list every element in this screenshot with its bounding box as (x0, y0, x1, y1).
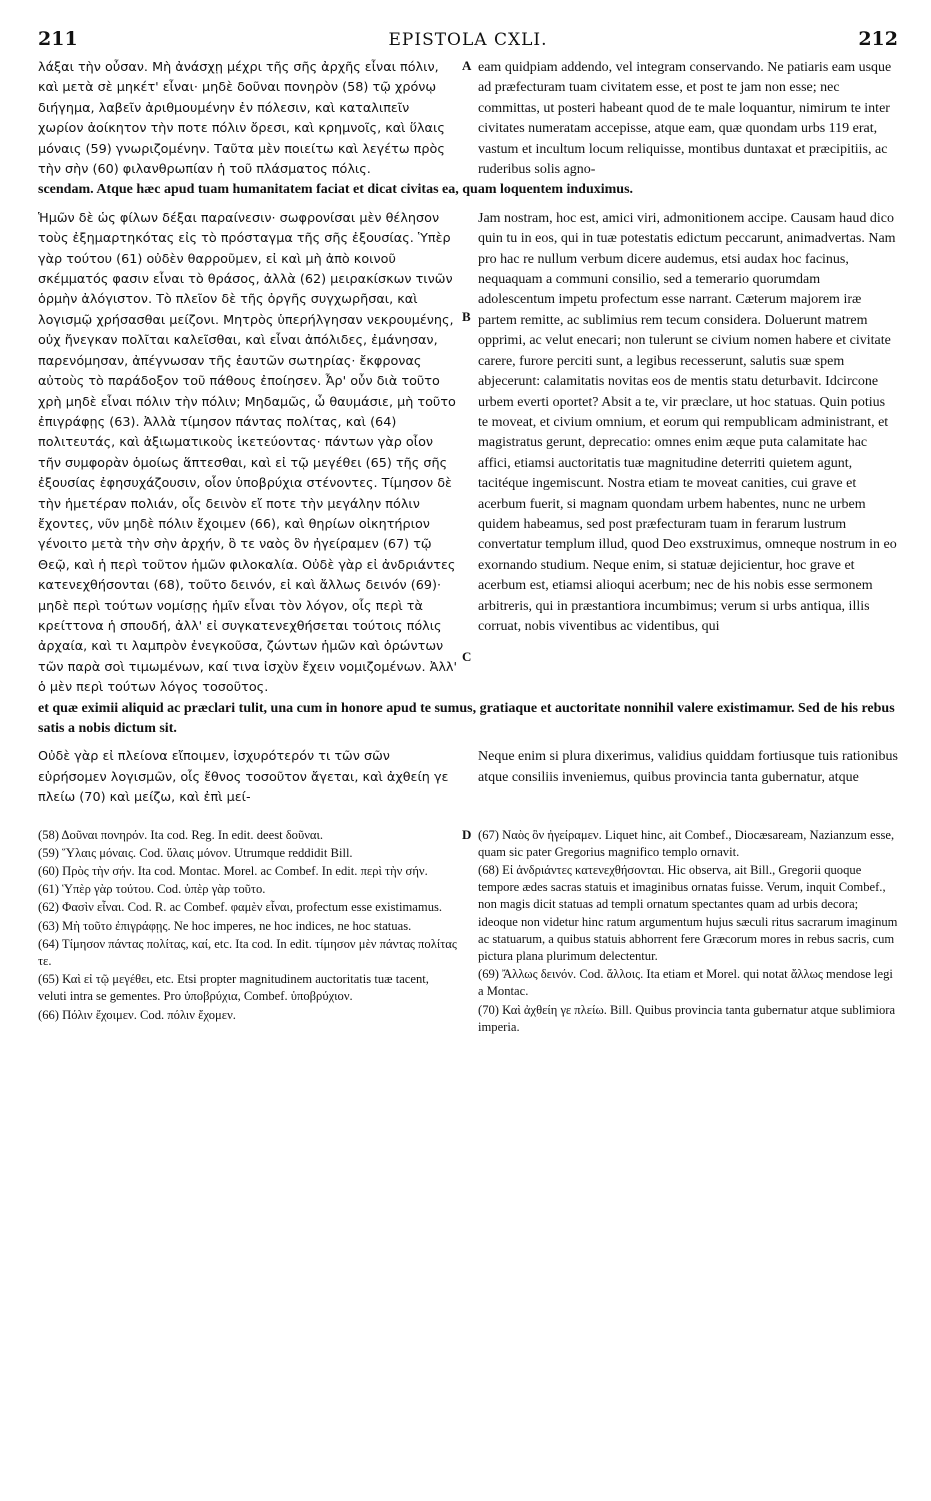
margin-marker-d: D (462, 827, 472, 843)
footnote-68: (68) Εἰ ἀνδριάντες κατενεχθήσονται. Hic observa, ait Bill., Gregorii quoque tempore ædes sacras statuis et imaginibus ornatas fuisse. Verum, inquit Combef., non magis dicit statuas ad templi ornatum spectantes quam ad urbis decora; ideoque non videtur hinc ratum argumentum hujus sæculi ritus sacrarum imaginum ac statuarum, a quibus statuis abhorrent fere Græcorum mores in rebus sacris, cum pictura plana plurimum delectentur. (478, 863, 898, 964)
footnote-70: (70) Καὶ ἀχθείη γε πλείω. Bill. Quibus provincia tanta gubernatur atque sublimiora imperia. (478, 1002, 896, 1034)
footnote-66: (66) Πόλιν ἔχοιμεν. Cod. πόλιν ἔχομεν. (38, 1007, 236, 1022)
margin-marker-c: C (462, 648, 472, 664)
running-title: EPISTOLA CXLI. (388, 30, 548, 50)
footnote-64: (64) Τίμησον πάντας πολίτας, καί, etc. Ita cod. In edit. τίμησον μὲν πάντας πολίτας τε. (38, 936, 457, 969)
footnote-59: (59) Ὕλαις μόναις. Cod. ὕλαις μόνον. Utrumque reddidit Bill. (38, 845, 353, 860)
latin-column-1: eam quidpiam addendo, vel integram conservando. Ne patiaris eam usque ad præfecturam tuam civitatem esse, et post te jam non esse; nec committas, ut posteri habeant quod de te male loquantur, nimirum te inter civitates numeratam accepisse, atque eam, quæ quondam urbs 119 erat, vastum et incultum locum reliquisse, montibus duntaxat et præcipitiis, ac ruderibus solis agno- (478, 60, 892, 178)
greek-column-2: Ἡμῶν δὲ ὡς φίλων δέξαι παραίνεσιν· σωφρονίσαι μὲν θέλησον τοὺς ἐξημαρτηκότας εἰς τὸ πρόσταγμα τῆς σῆς ἐξουσίας. Ὑπὲρ γὰρ τούτου (61) οὐδὲν θαρροῦμεν, εἰ καὶ μὴ ἀπὸ κοινοῦ σκέμματός φασιν εἶναι τὸ θράσος, ἀλλὰ (62) μειρακίσκων τινῶν ὁρμὴν ἀλόγιστον. Τὸ πλεῖον δὲ τῆς ὀργῆς συγχωρῆσαι, καὶ λογισμῷ χρήσασθαι μείζονι. Μητρὸς ὑπερήλγησαν νεκρουμένης, οὐχ ἤνεγκαν πολῖται καλεῖσθαι, καὶ εἶναι ἀπόλιδες, ἐμάνησαν, παρενόμησαν, ἀπέγνωσαν τῆς ἑαυτῶν σωτηρίας· ἔκφρονας αὐτοὺς τὸ παράδοξον τοῦ πάθους ἐποίησεν. Ἆρ' οὖν διὰ τοῦτο χρὴ μηδὲ εἶναι πόλιν τὴν πόλιν; Μηδαμῶς, ὦ θαυμάσιε, μὴ τοῦτο ἐπιγράφῃς (63). Ἀλλὰ τίμησον πάντας πολίτας, καὶ (64) πολιτευτάς, καὶ ἀξιωματικοὺς ἱκετεύοντας· πάντων γὰρ οἶον τῆν συμφορὰν ὁμοίως ἅπτεσθαι, καὶ εἰ τῷ μεγέθει (65) τῆς σῆς ἐξουσίας ἐφησυχάζουσιν, οἷον ὑποβρύχια στένοντες. Τίμησον δὲ τὴν ἡμετέραν πολιάν, οἷς δεινὸν εἴ ποτε τὴν μεγάλην πόλιν ἔχοντες, νῦν μηδὲ πόλιν ἔχοιμεν (66), καὶ θηρίων οἰκητήριον γένοιτο μετὰ τὴν σὴν ἀρχήν, ὃ τε ναὸς ὃν ἠγείραμεν (67) τῷ Θεῷ, καὶ ἡ περὶ τοῦτον ἡμῶν φιλοκαλία. Οὐδὲ γὰρ εἰ ἀνδριάντες κατενεχθήσονται (68), τοῦτο δεινόν, εἰ καὶ ἄλλως δεινόν (69)· μηδὲ περὶ τούτων νομίσῃς ἡμῖν εἶναι τὸν λόγον, οἷς περὶ τὰ κρείττονα ἡ σπουδή, ἀλλ' εἰ συγκατενεχθήσεται τούτοις πόλις ἀρχαία, καὶ τι λαμπρὸν ἐνεγκοῦσα, ζώντων ἡμῶν καὶ ὁρώντων τῶν παρὰ σοὶ τιμωμένων, καί τινα ἰσχὺν ἔχειν νομιζομένων. Ἀλλ' ὁ μὲν περὶ τούτων λόγος τοσοῦτος. (38, 210, 457, 696)
greek-column-1: λάξαι τὴν οὖσαν. Μὴ ἀνάσχῃ μέχρι τῆς σῆς ἀρχῆς εἶναι πόλιν, καὶ μετὰ σὲ μηκέτ' εἶναι· μηδὲ δοῦναι πονηρὸν (58) τῷ χρόνῳ διήγημα, λαβεῖν ἀριθμουμένην ἐν πόλεσιν, καὶ καταλιπεῖν χωρίον ἀοίκητον τὴν ποτε πόλιν ὄρεσι, καὶ κρημνοῖς, καὶ ὕλαις μόναις (59) γνωριζομένην. Ταῦτα μὲν ποιείτω καὶ λεγέτω πρὸς τὴν σὴν (60) φιλανθρωπίαν ἡ τοῦ πλάσματος πόλις. (38, 60, 445, 178)
footnote-67: (67) Ναὸς ὃν ἠγείραμεν. Liquet hinc, ait Combef., Diocæsaream, Nazianzum esse, quam sic pater Gregorius magnifico templo ornavit. (478, 827, 895, 859)
greek-column-3: Οὐδὲ γὰρ εἰ πλείονα εἴποιμεν, ἰσχυρότερόν τι τῶν σῶν εὑρήσομεν λογισμῶν, οἷς ἔθνος τοσοῦτον ἄγεται, καὶ ἀχθείη γε πλείω (70) καὶ μείζω, καὶ ἐπὶ μεί- (38, 749, 449, 806)
page-number-left: 211 (38, 28, 78, 50)
footnote-60: (60) Πρὸς τὴν σήν. Ita cod. Montac. Morel. ac Combef. In edit. περὶ τὴν σήν. (38, 864, 428, 879)
full-width-line-2: et quæ eximii aliquid ac præclari tulit, una cum in honore apud te sumus, gratiaque et auctoritate nonnihil valere existimamur. Sed de his rebus satis a nobis dictum sit. (38, 700, 895, 736)
full-width-line-1: scendam. Atque hæc apud tuam humanitatem faciat et dicat civitas ea, quam loquentem induximus. (38, 182, 634, 198)
page-header (38, 28, 898, 58)
footnote-62: (62) Φασὶν εἶναι. Cod. R. ac Combef. φαμὲν εἶναι, profectum esse existimamus. (38, 900, 443, 915)
footnotes-left (38, 827, 458, 1037)
page-number-right: 212 (858, 28, 898, 50)
footnote-65: (65) Καὶ εἰ τῷ μεγέθει, etc. Etsi propter magnitudinem auctoritatis tuæ tacent, veluti intra se gementes. Pro ὑποβρύχια, Combef. ὑποβρύχιον. (38, 972, 429, 1004)
footnote-69: (69) Ἄλλως δεινόν. Cod. ἄλλοις. Ita etiam et Morel. qui notat ἄλλως mendose legi a Montac. (478, 967, 893, 999)
footnote-63: (63) Μὴ τοῦτο ἐπιγράφῃς. Ne hoc imperes, ne hoc indices, ne hoc statuas. (38, 918, 412, 933)
latin-column-3: Neque enim si plura dixerimus, validius quiddam fortiusque tuis rationibus atque consiliis inveniemus, quibus provincia tanta gubernatur, atque (478, 749, 898, 785)
latin-column-2: Jam nostram, hoc est, amici viri, admonitionem accipe. Causam haud dico quin tu in eos, qui in tuæ potestatis edictum peccarunt, animadvertas. Nam pro hac re nullum verbum dicere audemus, etsi audax hoc facinus, nequaquam a communi consilio, sed a temerario quorumdam adolescentum impetu profectum esse narrant. Cæterum majorem iræ partem remitte, ac sublimius rem tecum considera. Doluerunt matrem opprimi, ac velut enecari; non tulerunt se civium nomen habere et civitate carere, furore perciti sunt, a legibus recesserunt, salutis suæ spem abjecerunt: calamitatis novitas eos de mentis statu deturbavit. Idcircone urbem everti oportet? Absit a te, vir præclare, ut hoc statuas. Quin potius te moveat, et civium omnium, et eorum qui rempublicam administrant, et magistratus gerunt, deprecatio: omnes enim æque puta calamitate hac affici, etiamsi auctoritatis tuæ magnitudine deterriti quietem agunt, tacitéque ingemiscunt. Nostra etiam te moveat canities, cui grave et acerbum fuerit, si magnam quondam urbem habentes, nunc ne urbem quidem habeamus, sed post præfecturam tuam in ferarum lustrum convertatur templum illud, quod Deo exstruximus, omneque nostrum in eo exornando studium. Neque enim, si statuæ dejicientur, hoc grave et acerbum est, etiamsi alioqui acerbum; nec de his nobis esse sermonem arbitreris, qui in præstantiora incumbimus; verum si urbs antiqua, illis corruat, nobis viventibus ac videntibus, qui (478, 210, 897, 634)
footnotes-right (478, 827, 898, 1037)
margin-marker-a: A (462, 58, 472, 73)
page (38, 28, 898, 1037)
section-1 (38, 58, 898, 180)
footnote-61: (61) Ὑπὲρ γὰρ τούτου. Cod. ὑπὲρ γὰρ τοῦτο. (38, 882, 266, 897)
margin-marker-b: B (462, 308, 471, 324)
footnote-58: (58) Δοῦναι πονηρόν. Ita cod. Reg. In edit. deest δοῦναι. (38, 827, 324, 842)
section-2 (38, 209, 898, 699)
footnotes (38, 827, 898, 1037)
